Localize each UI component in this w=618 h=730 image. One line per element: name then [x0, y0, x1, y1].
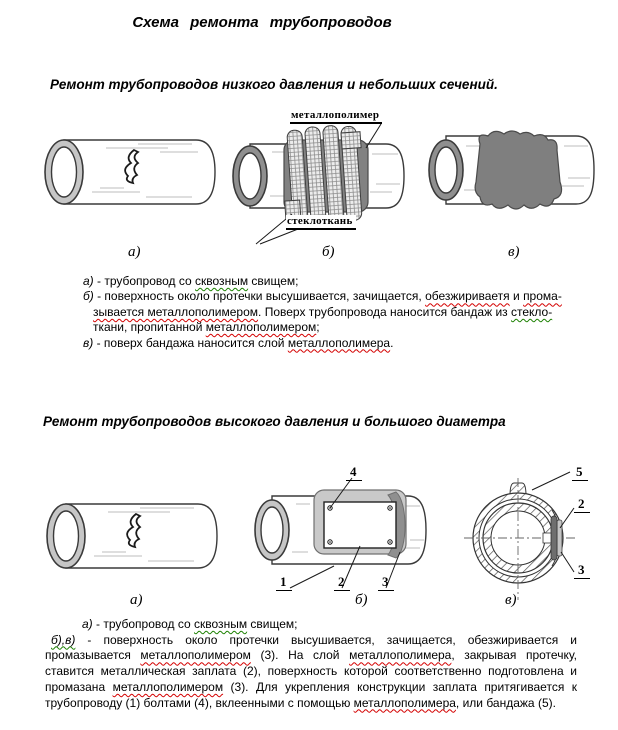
figure1-caption-a: а) — [128, 244, 141, 260]
figure2-caption-c: в) — [505, 592, 517, 608]
figure1-caption-b: б) — [322, 244, 335, 260]
section2-notes — [45, 617, 577, 711]
figure-pipe-with-fistula-1 — [40, 136, 230, 208]
callout-1-pipe: 1 — [276, 574, 292, 591]
annotation-metallopolymer: металлополимер — [290, 109, 382, 124]
section1-heading: Ремонт трубопроводов низкого давления и небольших сечений. — [50, 77, 498, 92]
callout-3-polymer-section: 3 — [574, 562, 590, 579]
figure1-caption-c: в) — [508, 244, 520, 260]
note-line: зывается металлополимером. Поверх трубопровода наносится бандаж из стекло- — [93, 304, 553, 319]
section1-notes — [83, 274, 583, 351]
callout-3-polymer: 3 — [378, 574, 394, 591]
callout-2-patch: 2 — [334, 574, 350, 591]
polymer-layer-blob — [475, 131, 561, 209]
note-line: промазывается металлополимером (3). На слой металлополимера, закрывая протечку, — [45, 648, 577, 663]
note-line: ставится металлическая заплата (2), поверхность которой соответственно подготовлена и — [45, 664, 577, 679]
note-line: промазана металлополимером (3). Для укрепления конструкции заплата притягивается к — [45, 679, 577, 694]
callout-2-patch-section: 2 — [574, 496, 590, 513]
figure2-caption-a: а) — [130, 592, 143, 608]
note-line: а) - трубопровод со сквозным свищем; — [83, 274, 299, 288]
figure-pipe-with-fistula-2 — [42, 500, 232, 572]
note-line: б) - поверхность около протечки высушивается, зачищается, обезжириваетя и прома- — [83, 289, 562, 304]
note-line: а) - трубопровод со сквозным свищем; — [82, 617, 298, 631]
annotation-fiberglass: стеклоткань — [286, 215, 356, 230]
callout-4-bolt: 4 — [346, 464, 362, 481]
metal-patch — [324, 502, 396, 548]
figure-pipe-polymer-coated — [424, 128, 609, 216]
note-line: б),в) - поверхность около протечки высушивается, зачищается, обезжиривается и — [51, 632, 577, 647]
note-line: трубопроводу (1) болтами (4), вклеенными с помощью металлополимера, или бандажа (5). — [45, 695, 556, 710]
section2-heading: Ремонт трубопроводов высокого давления и большого диаметра — [43, 414, 506, 429]
note-line: в) - поверх бандажа наносится слой металлополимера. — [83, 335, 394, 350]
note-line: ткани, пропитанной металлополимером; — [93, 320, 320, 335]
figure2-caption-b: б) — [355, 592, 368, 608]
callout-5-bandage: 5 — [572, 464, 588, 481]
fiberglass-wrap — [280, 124, 367, 227]
figure-pipe-cross-section — [448, 460, 608, 608]
bolt-notch — [543, 533, 551, 543]
patch-section — [551, 516, 557, 560]
page-title: Схема ремонта трубопроводов — [132, 14, 392, 31]
